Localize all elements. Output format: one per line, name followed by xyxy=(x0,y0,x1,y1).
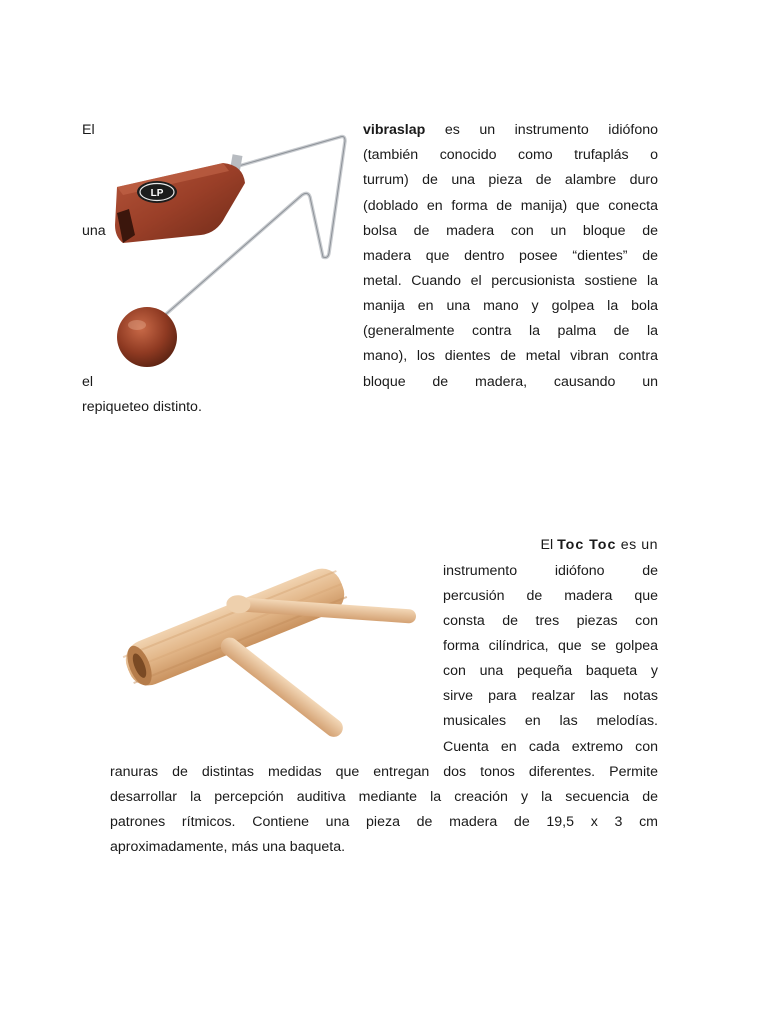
vibraslap-line-8: manija en una mano y golpea la bola xyxy=(363,298,658,314)
toctoc-line-10: ranuras de distintas medidas que entregan dos tonos diferentes. Permite xyxy=(110,764,658,780)
toctoc-line-8: musicales en las melodías. xyxy=(443,713,658,729)
toctoc-line-1: El Toc Toc es un xyxy=(540,537,658,553)
vibraslap-line-11: bloque de madera, causando un xyxy=(363,374,658,390)
toctoc-term: Toc Toc xyxy=(557,537,617,553)
vibraslap-line-1: vibraslap es un instrumento idiófono xyxy=(363,122,658,138)
vibraslap-line-2: (también conocido como trufaplás o xyxy=(363,147,658,163)
vibraslap-term: vibraslap xyxy=(363,122,426,138)
toctoc-line-4: consta de tres piezas con xyxy=(443,613,658,629)
vibraslap-line-6: madera que dentro posee “dientes” de xyxy=(363,248,658,264)
toctoc-line-11: desarrollar la percepción auditiva mediante la creación y la secuencia de xyxy=(110,789,658,805)
left-word-el: El xyxy=(82,122,95,138)
vibraslap-line-4: (doblado en forma de manija) que conecta xyxy=(363,198,658,214)
toctoc-line-2: instrumento idiófono de xyxy=(443,563,658,579)
vibraslap-line-9: (generalmente contra la palma de la xyxy=(363,323,658,339)
toctoc-line-3: percusión de madera que xyxy=(443,588,658,604)
vibraslap-last-line: repiqueteo distinto. xyxy=(82,399,202,415)
vibraslap-line-10: mano), los dientes de metal vibran contra xyxy=(363,348,658,364)
toctoc-line-9: Cuenta en cada extremo con xyxy=(443,739,658,755)
vibraslap-image xyxy=(105,125,355,380)
toctoc-final-line: aproximadamente, más una baqueta. xyxy=(110,839,346,855)
toctoc-line-7: sirve para realzar las notas xyxy=(443,688,658,704)
toctoc-image xyxy=(120,548,420,748)
left-word-una: una xyxy=(82,223,106,239)
toctoc-line-12: patrones rítmicos. Contiene una pieza de madera de 19,5 x 3 cm xyxy=(110,814,658,830)
left-word-el-2: el xyxy=(82,374,94,390)
vibraslap-line-7: metal. Cuando el percusionista sostiene la xyxy=(363,273,658,289)
toctoc-line-5: forma cilíndrica, que se golpea xyxy=(443,638,658,654)
vibraslap-line-5: bolsa de madera con un bloque de xyxy=(363,223,658,239)
toctoc-line-6: con una pequeña baqueta y xyxy=(443,663,658,679)
svg-text:LP: LP xyxy=(150,188,164,199)
vibraslap-line-3: turrum) de una pieza de alambre duro xyxy=(363,172,658,188)
